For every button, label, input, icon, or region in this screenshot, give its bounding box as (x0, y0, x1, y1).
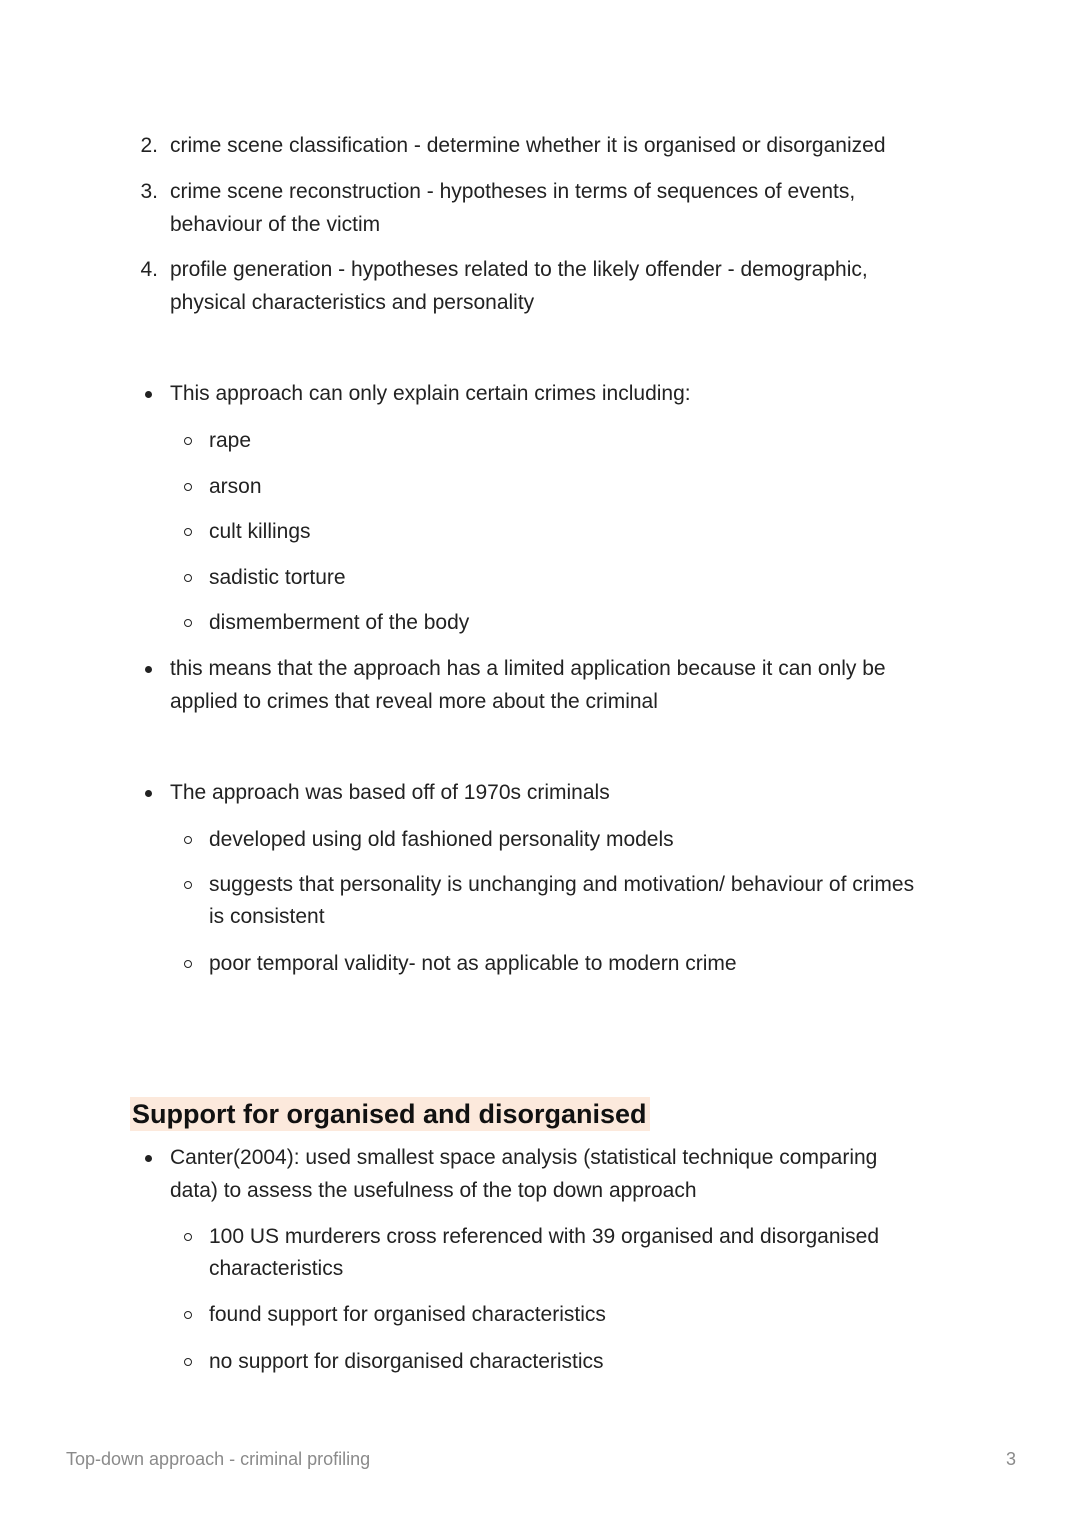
bullet-dot (145, 391, 152, 398)
list-item-text: crime scene classification - determine whether it is organised or disorganized (170, 134, 886, 157)
bullet-text: data) to assess the usefulness of the top down approach (170, 1179, 697, 1202)
sub-bullet-text: no support for disorganised characteristics (209, 1350, 604, 1373)
sub-bullet-text: cult killings (209, 520, 311, 543)
sub-bullet-text: developed using old fashioned personality models (209, 828, 674, 851)
bullet-text: Canter(2004): used smallest space analysis (statistical technique comparing (170, 1146, 878, 1169)
sub-bullet-circle (184, 528, 192, 536)
sub-bullet-circle (184, 619, 192, 627)
list-number: 4. (140, 258, 158, 281)
sub-bullet-text: characteristics (209, 1257, 344, 1280)
sub-bullet-circle (184, 1233, 192, 1241)
list-item-text: crime scene reconstruction - hypotheses in terms of sequences of events, (170, 180, 856, 203)
sub-bullet-circle (184, 1358, 192, 1366)
bullet-dot (145, 790, 152, 797)
bullet-dot (145, 666, 152, 673)
sub-bullet-text: dismemberment of the body (209, 611, 470, 634)
sub-bullet-text: poor temporal validity- not as applicable to modern crime (209, 952, 737, 975)
sub-bullet-circle (184, 483, 192, 491)
sub-bullet-circle (184, 836, 192, 844)
sub-bullet-text: rape (209, 429, 252, 452)
list-item-text: physical characteristics and personality (170, 291, 535, 314)
sub-bullet-text: found support for organised characteristics (209, 1303, 606, 1326)
section-heading: Support for organised and disorganised (130, 1097, 650, 1131)
sub-bullet-text: is consistent (209, 905, 325, 928)
bullet-text: The approach was based off of 1970s criminals (170, 781, 610, 804)
sub-bullet-text: arson (209, 475, 262, 498)
bullet-text: This approach can only explain certain crimes including: (170, 382, 691, 405)
sub-bullet-circle (184, 881, 192, 889)
bullet-dot (145, 1155, 152, 1162)
sub-bullet-circle (184, 1311, 192, 1319)
list-item-text: behaviour of the victim (170, 213, 381, 236)
page-number: 3 (1005, 1449, 1016, 1469)
bullet-text: this means that the approach has a limited application because it can only be (170, 657, 886, 680)
footer-title: Top-down approach - criminal profiling (66, 1449, 371, 1469)
sub-bullet-text: 100 US murderers cross referenced with 39 organised and disorganised (209, 1225, 880, 1248)
sub-bullet-text: suggests that personality is unchanging and motivation/ behaviour of crimes (209, 873, 915, 896)
sub-bullet-circle (184, 960, 192, 968)
list-item-text: profile generation - hypotheses related to the likely offender - demographic, (170, 258, 868, 281)
bullet-text: applied to crimes that reveal more about the criminal (170, 690, 658, 713)
sub-bullet-circle (184, 574, 192, 582)
list-number: 2. (140, 134, 158, 157)
list-number: 3. (140, 180, 158, 203)
sub-bullet-text: sadistic torture (209, 566, 346, 589)
sub-bullet-circle (184, 437, 192, 445)
